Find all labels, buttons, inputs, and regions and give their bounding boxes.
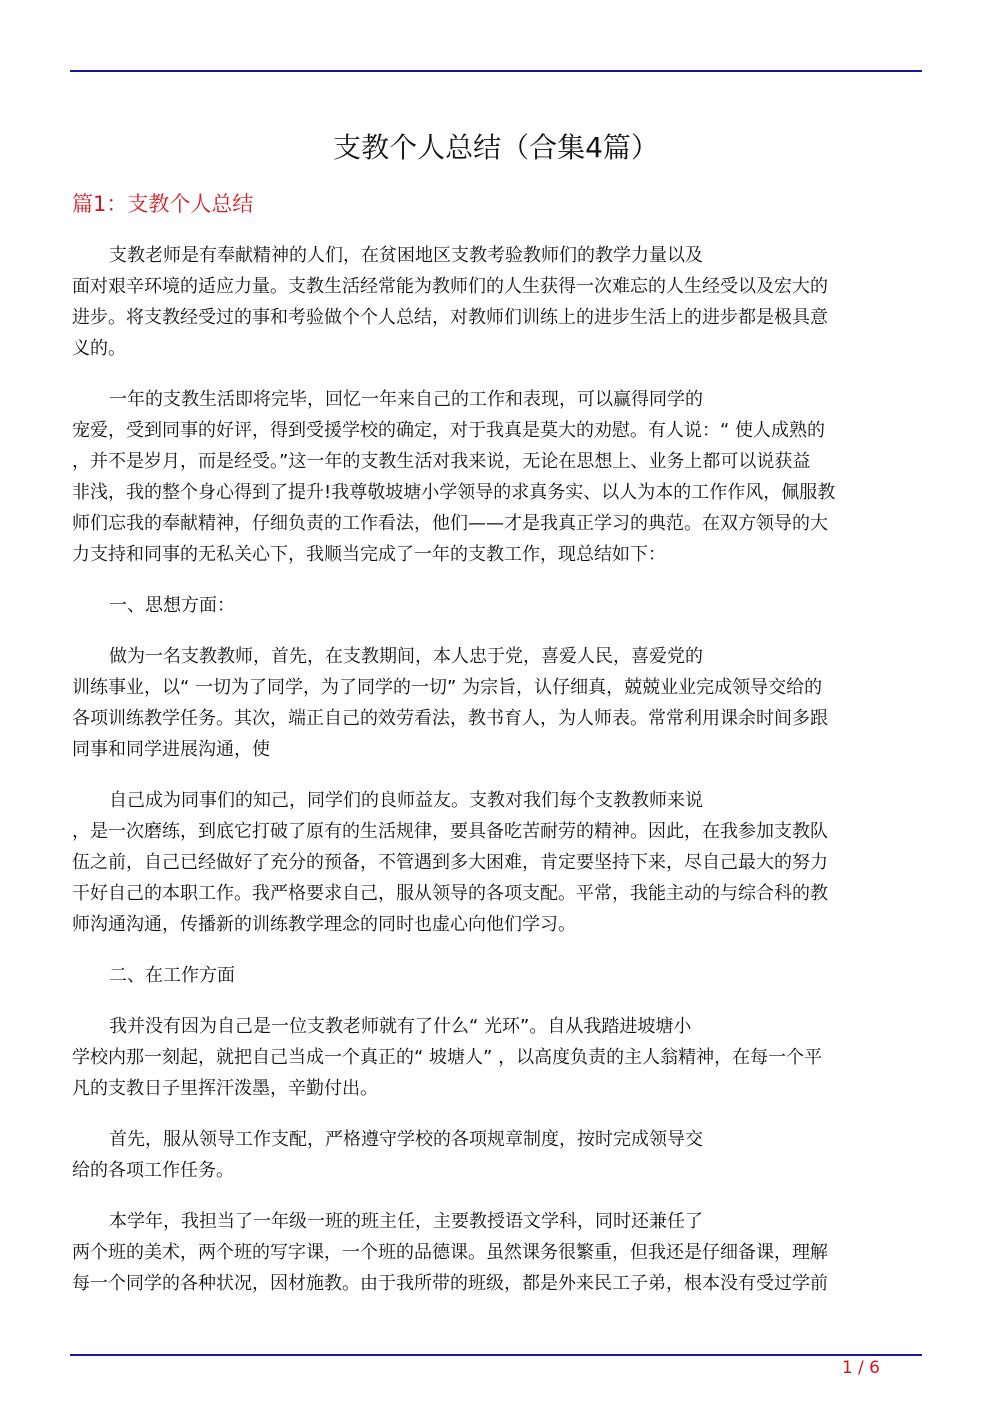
text-line: 师沟通沟通，传播新的训练教学理念的同时也虚心向他们学习。 xyxy=(72,914,576,935)
text-line: 宠爱，受到同事的好评，得到受援学校的确定，对于我真是莫大的劝慰。有人说：“ 使人成熟的 xyxy=(72,420,826,441)
text-line: 一年的支教生活即将完毕，回忆一年来自己的工作和表现，可以赢得同学的 xyxy=(109,389,703,410)
text-line: 二、在工作方面 xyxy=(109,965,235,986)
page-number: 1 / 6 xyxy=(841,1358,880,1378)
text-line: 力支持和同事的无私关心下，我顺当完成了一年的支教工作，现总结如下： xyxy=(72,544,666,565)
text-line: ，并不是岁月，而是经受。”这一年的支教生活对我来说，无论在思想上、业务上都可以说获益 xyxy=(72,451,811,472)
text-line: 给的各项工作任务。 xyxy=(72,1160,234,1181)
text-line: 做为一名支教教师，首先，在支教期间，本人忠于党，喜爱人民，喜爱党的 xyxy=(109,646,703,667)
text-line: 同事和同学进展沟通，使 xyxy=(72,739,270,760)
subheading-paragraph xyxy=(72,960,920,991)
text-line: 本学年，我担当了一年级一班的班主任，主要教授语文学科，同时还兼任了 xyxy=(109,1211,703,1232)
section-heading: 篇1：支教个人总结 xyxy=(72,192,254,216)
text-line: 一、思想方面： xyxy=(109,595,235,616)
header-rule xyxy=(70,70,922,72)
paragraph xyxy=(72,1206,920,1299)
text-line: 我并没有因为自己是一位支教老师就有了什么“ 光环”。自从我踏进坡塘小 xyxy=(109,1016,692,1037)
text-line: 两个班的美术，两个班的写字课，一个班的品德课。虽然课务很繁重，但我还是仔细备课，理解 xyxy=(72,1242,828,1263)
paragraph xyxy=(72,1011,920,1104)
document-title: 支教个人总结（合集4篇） xyxy=(333,131,659,164)
document-body xyxy=(72,240,920,1319)
text-line: 每一个同学的各种状况，因材施教。由于我所带的班级，都是外来民工子弟，根本没有受过学前 xyxy=(72,1273,828,1294)
paragraph xyxy=(72,384,920,570)
text-line: 训练事业，以“ 一切为了同学，为了同学的一切” 为宗旨，认仔细真，兢兢业业完成领导交给的 xyxy=(72,677,823,698)
text-line: 面对艰辛环境的适应力量。支教生活经常能为教师们的人生获得一次难忘的人生经受以及宏大的 xyxy=(72,276,828,297)
text-line: 干好自己的本职工作。我严格要求自己，服从领导的各项支配。平常，我能主动的与综合科的教 xyxy=(72,883,828,904)
text-line: 非浅，我的整个身心得到了提升!我尊敬坡塘小学领导的求真务实、以人为本的工作作风，佩服教 xyxy=(72,482,836,503)
text-line: 支教老师是有奉献精神的人们，在贫困地区支教考验教师们的教学力量以及 xyxy=(109,245,703,266)
paragraph xyxy=(72,641,920,765)
text-line: 伍之前，自己已经做好了充分的预备，不管遇到多大困难，肯定要坚持下来，尽自己最大的努力 xyxy=(72,852,828,873)
text-line: 义的。 xyxy=(72,338,126,359)
text-line: 师们忘我的奉献精神，仔细负责的工作看法，他们——才是我真正学习的典范。在双方领导的大 xyxy=(72,513,828,534)
subheading-paragraph xyxy=(72,590,920,621)
text-line: 进步。将支教经受过的事和考验做个个人总结，对教师们训练上的进步生活上的进步都是极具意 xyxy=(72,307,828,328)
text-line: 自己成为同事们的知己，同学们的良师益友。支教对我们每个支教教师来说 xyxy=(109,790,703,811)
paragraph xyxy=(72,1124,920,1186)
text-line: 各项训练教学任务。其次，端正自己的效劳看法，教书育人，为人师表。常常利用课余时间多跟 xyxy=(72,708,828,729)
paragraph xyxy=(72,240,920,364)
text-line: 凡的支教日子里挥汗泼墨，辛勤付出。 xyxy=(72,1078,378,1099)
text-line: 首先，服从领导工作支配，严格遵守学校的各项规章制度，按时完成领导交 xyxy=(109,1129,703,1150)
footer-rule xyxy=(70,1354,922,1356)
text-line: ，是一次磨练，到底它打破了原有的生活规律，要具备吃苦耐劳的精神。因此，在我参加支教队 xyxy=(72,821,828,842)
paragraph xyxy=(72,785,920,940)
text-line: 学校内那一刻起，就把自己当成一个真正的“ 坡塘人” ，以高度负责的主人翁精神，在每一个平 xyxy=(72,1047,823,1068)
